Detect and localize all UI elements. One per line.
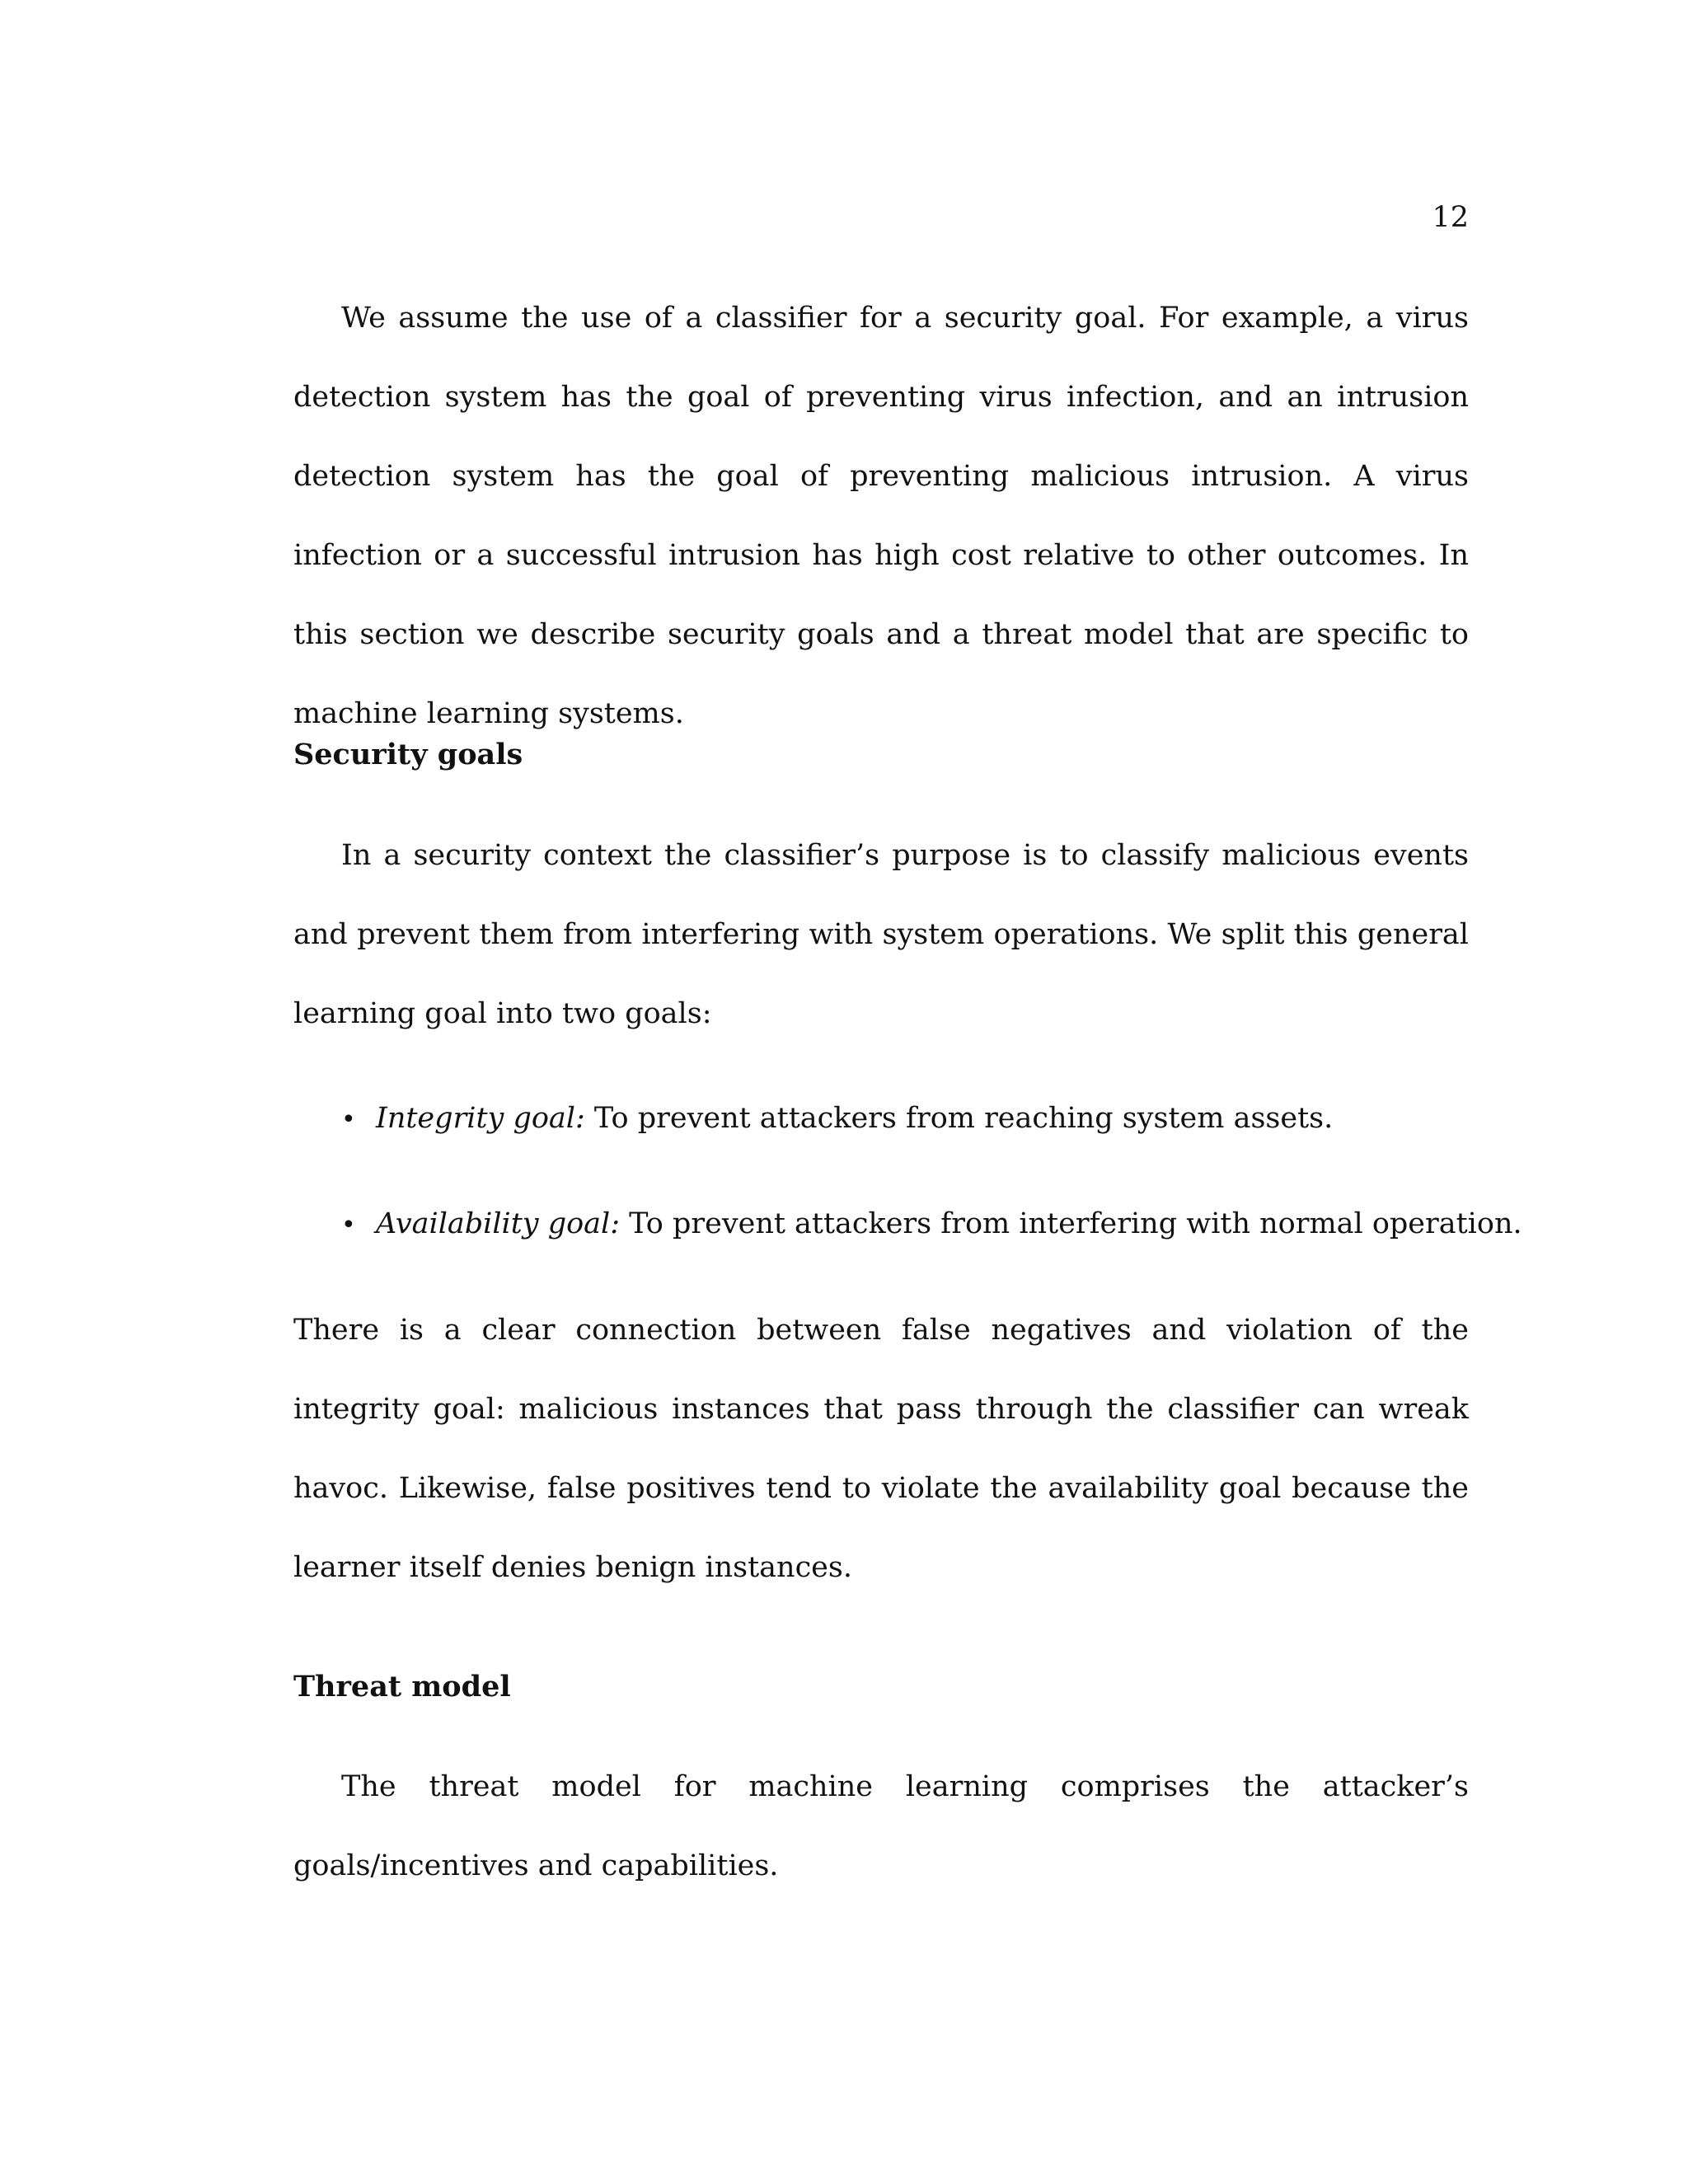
bullet-item-integrity — [341, 1099, 1469, 1140]
bullet-text: To prevent attackers from interfering with normal operation. — [620, 1207, 1522, 1240]
security-goals-paragraph: In a security context the classifier’s purpose is to classify malicious events and prevent them from interfering with system operations. We split this general learning goal into two goals: — [293, 839, 1469, 1030]
intro-paragraph: We assume the use of a classifier for a security goal. For example, a virus detection system has the goal of preventing virus infection, and an intrusion detection system has the goal of preventing malicious intrusion. A virus infection or a successful intrusion has high cost relative to other outcomes. In this section we describe security goals and a threat model that are specific to machine learning systems. — [293, 302, 1469, 730]
bullet-dot-icon: • — [341, 1105, 356, 1134]
section-heading-security-goals: Security goals — [293, 738, 523, 771]
threat-model-paragraph: The threat model for machine learning comprises the attacker’s goals/incentives and capabilities. — [293, 1770, 1469, 1882]
bullet-item-availability — [341, 1204, 1522, 1245]
bullet-term: Integrity goal: — [376, 1102, 585, 1135]
document-page — [293, 0, 1522, 2184]
bullet-dot-icon: • — [341, 1211, 356, 1240]
page-number: 12 — [1432, 201, 1469, 234]
security-goals-follow-up-paragraph: There is a clear connection between false negatives and violation of the integrity goal: malicious instances that pass through the classifier can wreak havoc. Likewise, false positives tend to violate the availability goal because the learner itself denies benign instances. — [293, 1314, 1469, 1584]
section-heading-threat-model: Threat model — [293, 1670, 511, 1704]
bullet-text: To prevent attackers from reaching system assets. — [584, 1102, 1334, 1135]
bullet-term: Availability goal: — [376, 1207, 621, 1240]
